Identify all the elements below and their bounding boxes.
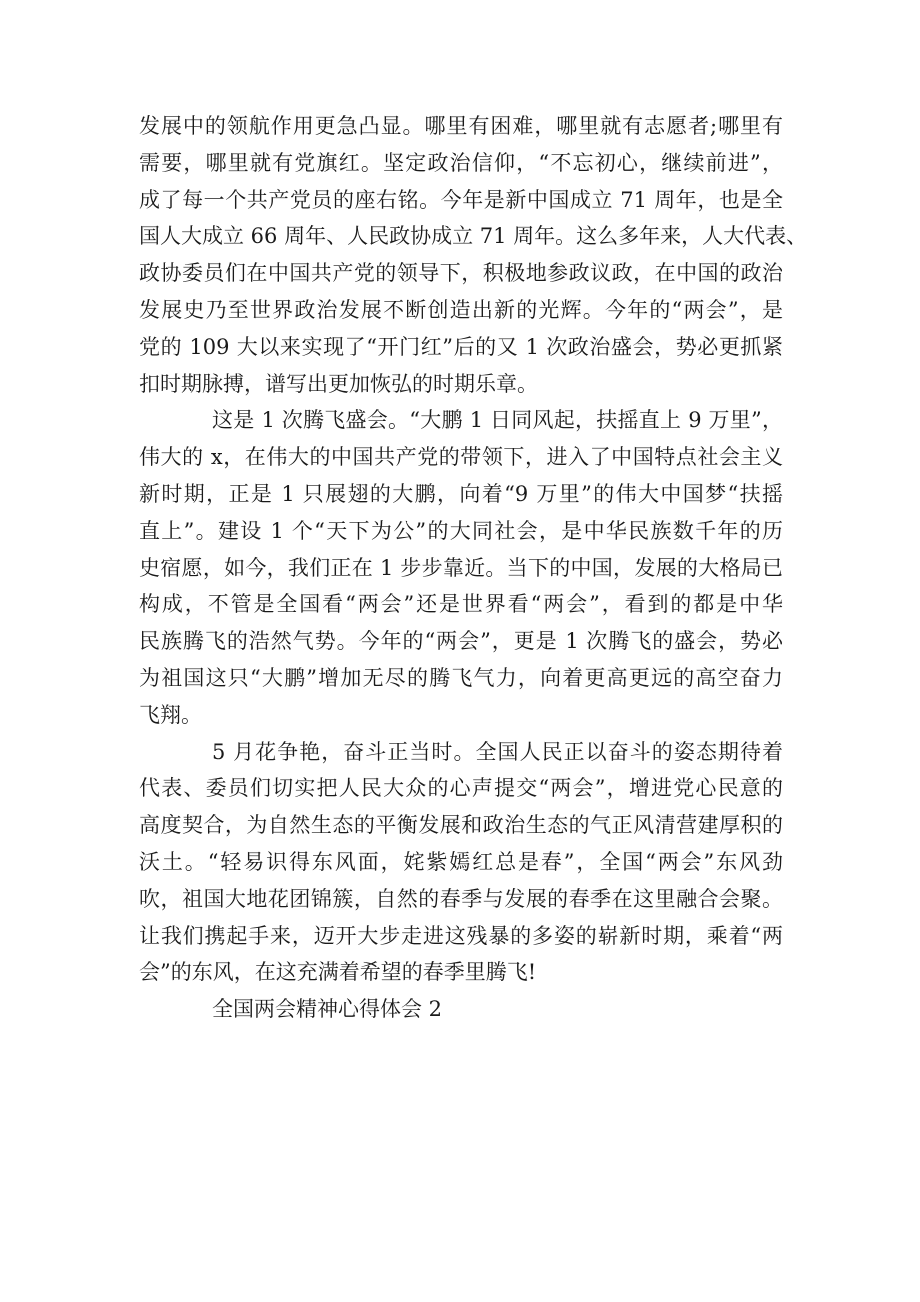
text-line: 发展中的领航作用更急凸显。哪里有困难，哪里就有志愿者;哪里有	[139, 114, 783, 138]
text-line: 代表、委员们切实把人民大众的心声提交“两会”，增进党心民意的	[139, 776, 783, 801]
text-line: 沃土。“轻易识得东风面，姹紫嫣红总是春”，全国“两会”东风劲	[139, 849, 783, 874]
text-line: 吹，祖国大地花团锦簇，自然的春季与发展的春季在这里融合会聚。	[139, 886, 783, 911]
text-line: 飞翔。	[139, 702, 202, 727]
text-line: 直上”。建设 1 个“天下为公”的大同社会，是中华民族数千年的历	[139, 518, 783, 543]
document-body	[139, 108, 808, 1028]
text-line: 新时期，正是 1 只展翅的大鹏，向着“9 万里”的伟大中国梦“扶摇	[139, 481, 783, 506]
text-line: 会”的东风，在这充满着希望的春季里腾飞!	[139, 960, 537, 985]
paragraph-1	[139, 108, 808, 402]
text-line: 伟大的 x，在伟大的中国共产党的带领下，进入了中国特点社会主义	[139, 445, 783, 470]
text-line: 成了每一个共产党员的座右铭。今年是新中国成立 71 周年，也是全	[139, 187, 783, 212]
text-line: 发展史乃至世界政治发展不断创造出新的光辉。今年的“两会”，是	[139, 297, 783, 322]
text-line: 5 月花争艳，奋斗正当时。全国人民正以奋斗的姿态期待着	[212, 739, 783, 764]
text-line: 这是 1 次腾飞盛会。“大鹏 1 日同风起，扶摇直上 9 万里”，	[212, 408, 783, 433]
paragraph-3	[139, 734, 783, 992]
text-line: 为祖国这只“大鹏”增加无尽的腾飞气力，向着更高更远的高空奋力	[139, 665, 783, 690]
text-line: 政协委员们在中国共产党的领导下，积极地参政议政，在中国的政治	[139, 261, 783, 286]
text-line: 史宿愿，如今，我们正在 1 步步靠近。当下的中国，发展的大格局已	[139, 555, 783, 580]
text-line: 让我们携起手来，迈开大步走进这残暴的多姿的崭新时期，乘着“两	[139, 923, 783, 948]
text-line: 扣时期脉搏，谱写出更加恢弘的时期乐章。	[139, 371, 538, 396]
text-line: 党的 109 大以来实现了“开门红”后的又 1 次政治盛会，势必更抓紧	[139, 334, 783, 359]
paragraph-2	[139, 402, 783, 733]
text-line: 民族腾飞的浩然气势。今年的“两会”，更是 1 次腾飞的盛会，势必	[139, 629, 783, 654]
text-line: 国人大成立 66 周年、人民政协成立 71 周年。这么多年来，人大代表、	[139, 224, 808, 249]
section-heading: 全国两会精神心得体会 2	[212, 997, 443, 1022]
text-line: 需要，哪里就有党旗红。坚定政治信仰，“不忘初心，继续前进”，	[139, 150, 783, 175]
text-line: 高度契合，为自然生态的平衡发展和政治生态的气正风清营建厚积的	[139, 813, 783, 838]
text-line: 构成，不管是全国看“两会”还是世界看“两会”，看到的都是中华	[139, 592, 783, 617]
